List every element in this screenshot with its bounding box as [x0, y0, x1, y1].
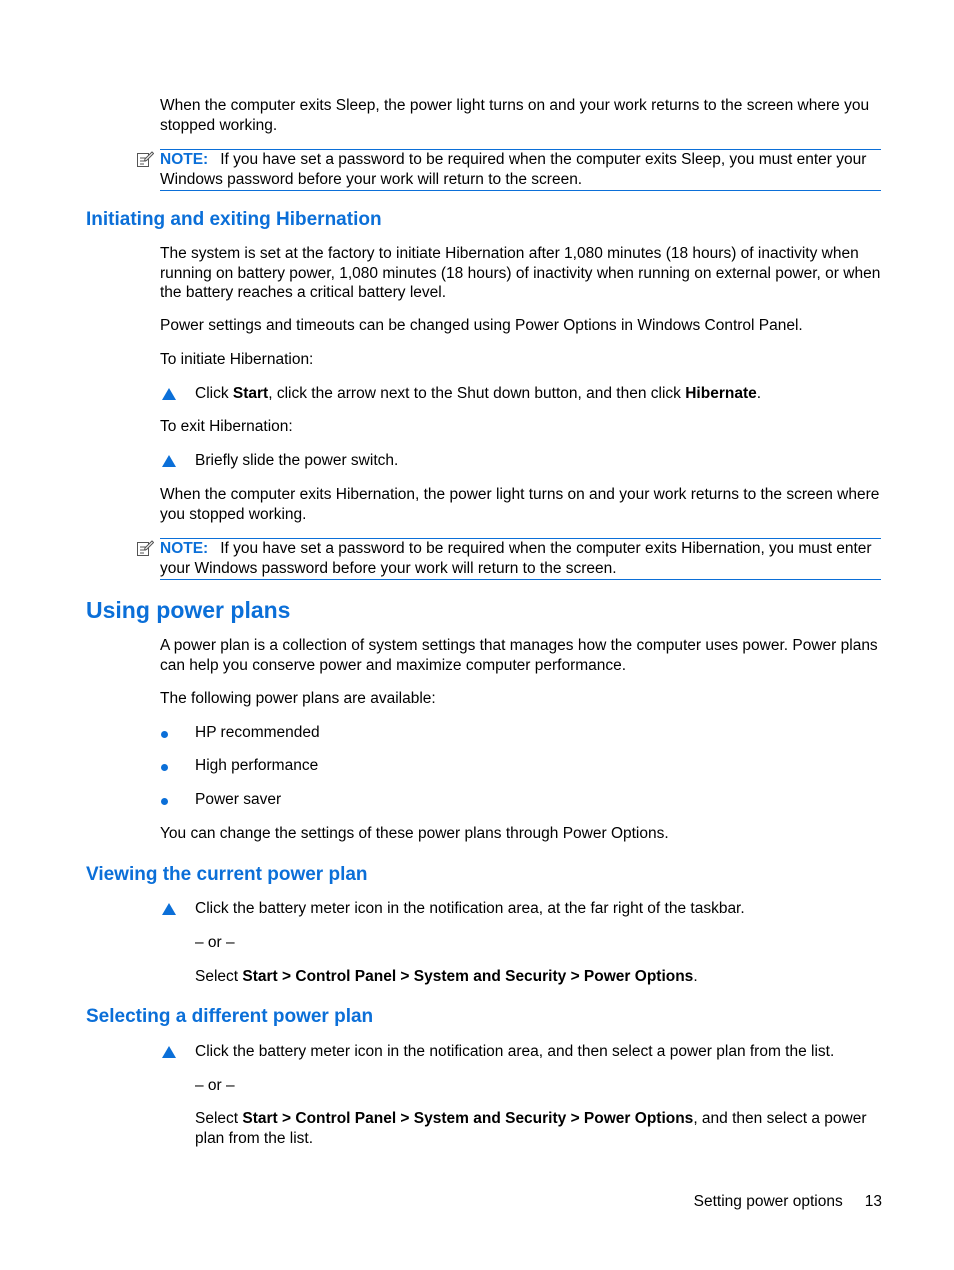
- hibernation-paragraph-3: When the computer exits Hibernation, the power light turns on and your work returns to the screen where you stopped working.: [160, 486, 880, 523]
- power-plans-paragraph-1: A power plan is a collection of system settings that manages how the computer uses power. Power plans can help you conserve power and maximize computer performance.: [160, 637, 878, 674]
- note-icon: [136, 539, 154, 557]
- hibernation-paragraph-1: The system is set at the factory to initiate Hibernation after 1,080 minutes (18 hours) of inactivity when running on battery power, 1,080 minutes (18 hours) of inactivity when running on external power, or when the battery reaches a critical battery level.: [160, 245, 881, 301]
- initiate-step: [195, 384, 881, 404]
- heading-hibernation: Initiating and exiting Hibernation: [86, 209, 382, 230]
- intro-paragraph: When the computer exits Sleep, the power light turns on and your work returns to the screen where you stopped working.: [160, 97, 870, 134]
- note-label: NOTE:: [160, 151, 209, 168]
- triangle-step-icon: [161, 902, 177, 916]
- or-separator: – or –: [195, 934, 235, 951]
- power-plans-paragraph-3: You can change the settings of these power plans through Power Options.: [160, 825, 669, 842]
- or-separator: – or –: [195, 1077, 235, 1094]
- bullet-dot-icon: [161, 798, 168, 805]
- triangle-step-icon: [161, 454, 177, 468]
- page-footer: [694, 1193, 882, 1211]
- page-number: 13: [864, 1193, 882, 1210]
- triangle-step-icon: [161, 387, 177, 401]
- note-label: NOTE:: [160, 540, 209, 557]
- selecting-step: Click the battery meter icon in the notification area, and then select a power plan from the list.: [195, 1043, 835, 1060]
- bullet-dot-icon: [161, 764, 168, 771]
- note-hibernation: [160, 538, 881, 580]
- select-text: , and then select a power plan from the list.: [195, 1110, 867, 1147]
- note-icon: [136, 150, 154, 168]
- select-path: Start > Control Panel > System and Security > Power Options: [242, 968, 694, 985]
- note-text: If you have set a password to be required when the computer exits Hibernation, you must enter your Windows password before your work will return to the screen.: [160, 540, 872, 577]
- viewing-select: [195, 967, 881, 987]
- select-text: Select: [195, 1110, 243, 1127]
- plan-item: HP recommended: [195, 724, 320, 741]
- select-path: Start > Control Panel > System and Security > Power Options: [242, 1110, 694, 1127]
- heading-selecting: Selecting a different power plan: [86, 1006, 374, 1027]
- footer-chapter: Setting power options: [693, 1193, 843, 1210]
- select-text: Select: [195, 968, 243, 985]
- initiate-label: To initiate Hibernation:: [160, 351, 314, 368]
- heading-power-plans: Using power plans: [86, 597, 291, 623]
- note-sleep: [160, 149, 881, 191]
- step-text: , click the arrow next to the Shut down button, and then click: [268, 385, 686, 402]
- note-text: If you have set a password to be required when the computer exits Sleep, you must enter your Windows password before your work will return to the screen.: [160, 151, 867, 188]
- step-text: Click: [195, 385, 233, 402]
- step-bold-hibernate: Hibernate: [685, 385, 757, 402]
- viewing-step: Click the battery meter icon in the notification area, at the far right of the taskbar.: [195, 900, 745, 917]
- selecting-select: [195, 1109, 881, 1148]
- heading-viewing: Viewing the current power plan: [86, 864, 368, 885]
- plan-item: High performance: [195, 757, 319, 774]
- power-plans-paragraph-2: The following power plans are available:: [160, 690, 436, 707]
- step-text: .: [756, 385, 762, 402]
- select-text: .: [693, 968, 698, 985]
- exit-step: Briefly slide the power switch.: [195, 452, 399, 469]
- bullet-dot-icon: [161, 731, 168, 738]
- plan-item: Power saver: [195, 791, 282, 808]
- exit-label: To exit Hibernation:: [160, 418, 293, 435]
- step-bold-start: Start: [232, 385, 269, 402]
- triangle-step-icon: [161, 1045, 177, 1059]
- hibernation-paragraph-2: Power settings and timeouts can be changed using Power Options in Windows Control Panel.: [160, 317, 803, 334]
